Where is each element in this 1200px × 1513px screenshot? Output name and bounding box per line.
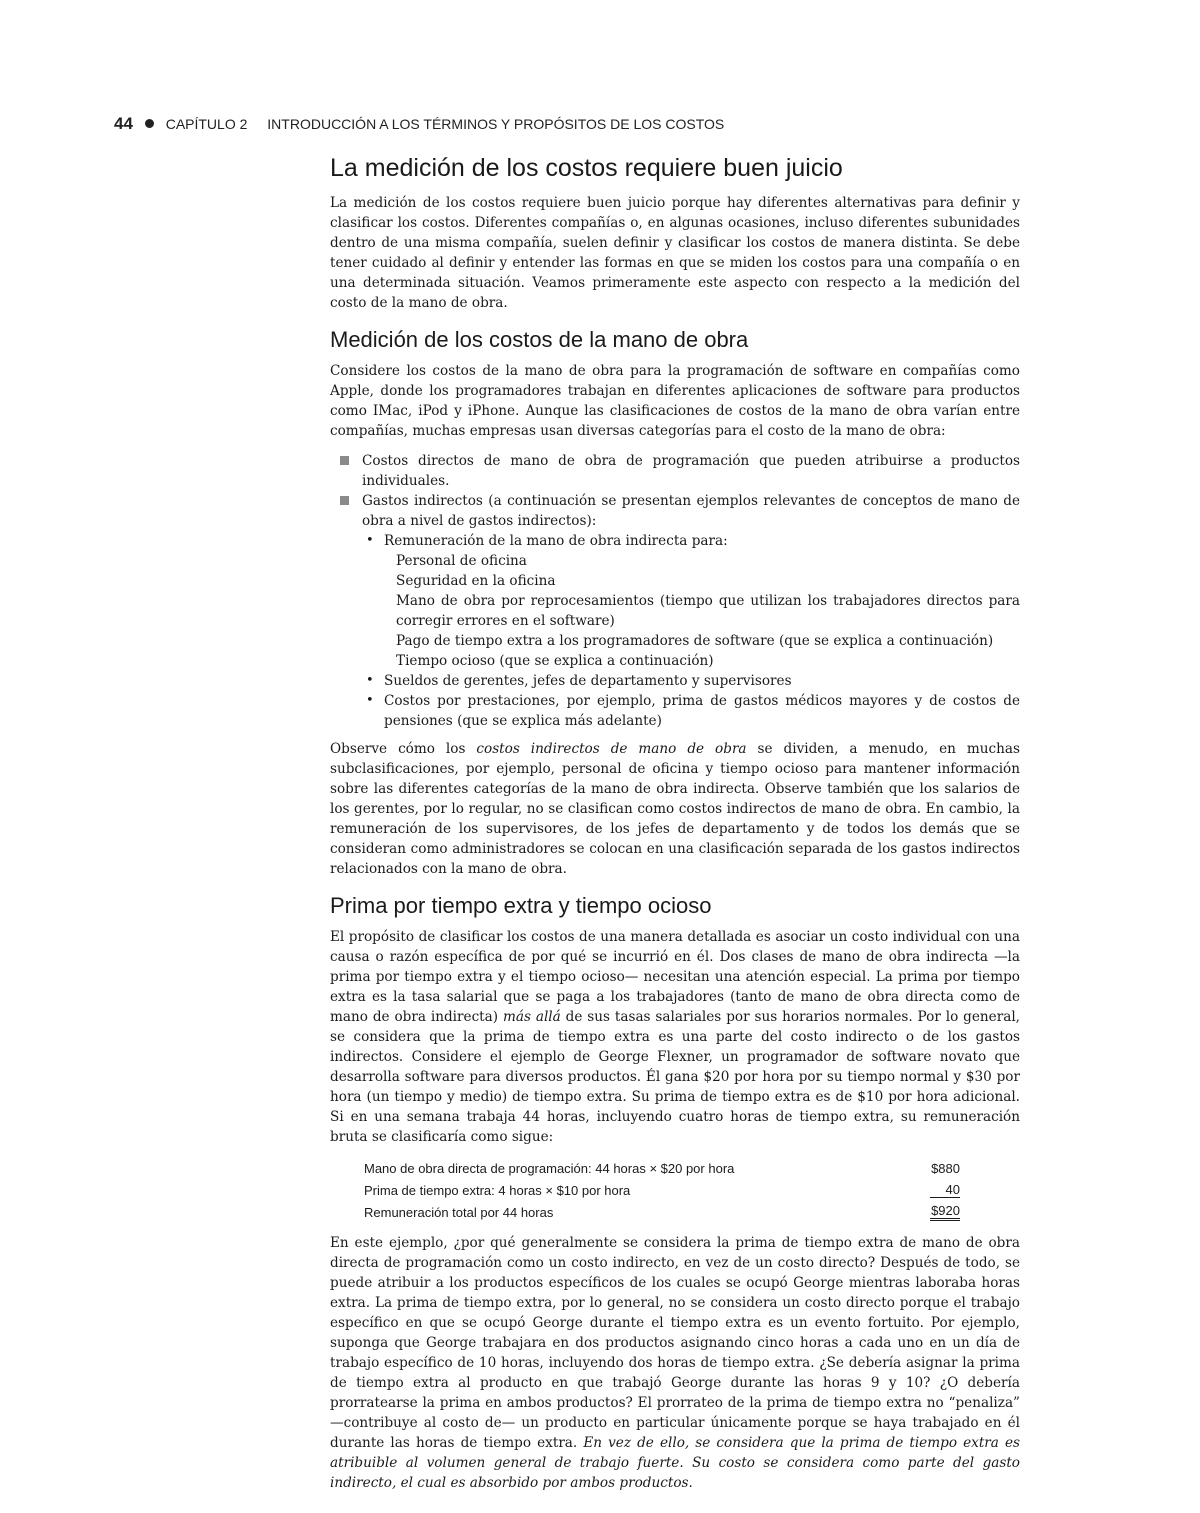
- square-bullet-icon: [340, 496, 349, 505]
- list-item: Personal de oficina: [396, 553, 527, 569]
- text-run: Observe cómo los: [330, 741, 477, 757]
- running-head: [114, 114, 1014, 134]
- section-title-cost-measurement: La medición de los costos requiere buen juicio: [330, 154, 843, 182]
- round-bullet-icon: •: [366, 533, 374, 548]
- main-content: [330, 154, 1020, 1503]
- list-item-text: Costos directos de mano de obra de programación que pueden atribuirse a productos individuales.: [362, 453, 1020, 489]
- paragraph-indirect-labor: [330, 739, 1020, 879]
- list-item: [362, 531, 1020, 671]
- table-row: [364, 1201, 960, 1223]
- list-item: Tiempo ocioso (que se explica a continuación): [396, 653, 714, 669]
- list-item: Pago de tiempo extra a los programadores de software (que se explica a continuación): [396, 633, 994, 649]
- list-item-text: Sueldos de gerentes, jefes de departamento y supervisores: [384, 673, 792, 689]
- list-item: Mano de obra por reprocesamientos (tiempo que utilizan los trabajadores directos para corregir errores en el software): [396, 593, 1020, 629]
- paragraph-cost-measurement: La medición de los costos requiere buen juicio porque hay diferentes alternativas para definir y clasificar los costos. Diferentes compañías o, en algunas ocasiones, incluso diferentes subunidades dentro de una misma compañía, suelen definir y clasificar los costos de manera distinta. Se debe tener cuidado al definir y entender las formas en que se miden los costos para una compañía o en una determinada situación. Veamos primeramente este aspecto con respecto a la medición del costo de la mano de obra.: [330, 195, 1020, 311]
- amount-value: $880: [931, 1160, 960, 1176]
- table-row: [364, 1179, 960, 1201]
- chapter-title: INTRODUCCIÓN A LOS TÉRMINOS Y PROPÓSITOS DE LOS COSTOS: [267, 116, 725, 132]
- list-item-text: Gastos indirectos (a continuación se presentan ejemplos relevantes de conceptos de mano de obra a nivel de gastos indirectos):: [362, 493, 1020, 529]
- emphasis: más allá: [502, 1009, 561, 1025]
- list-item: [330, 491, 1020, 731]
- table-cell-label: Mano de obra directa de programación: 44 horas × $20 por hora: [364, 1160, 735, 1176]
- list-item: Seguridad en la oficina: [396, 573, 556, 589]
- list-item: [330, 451, 1020, 491]
- emphasis: En vez de ello, se considera que la prima de tiempo extra es atribuible al volumen general de trabajo fuerte. Su costo se considera como parte del gasto indirecto, el cual es absorbido por ambos productos.: [330, 1435, 1021, 1491]
- list-item-text: Remuneración de la mano de obra indirecta para:: [384, 533, 728, 549]
- table-cell-label: Remuneración total por 44 horas: [364, 1204, 554, 1220]
- section-title-overtime: Prima por tiempo extra y tiempo ocioso: [330, 893, 712, 918]
- table-row: [364, 1157, 960, 1179]
- overhead-sublist: [362, 531, 1020, 731]
- table-cell-amount: [880, 1157, 960, 1179]
- text-run: de sus tasas salariales por sus horarios normales. Por lo general, se considera que la prima de tiempo extra es una parte del costo indirecto o de los gastos indirectos. Considere el ejemplo de George Flexner, un programador de software novato que desarrolla software para diversos productos. Él gana $20 por hora por su tiempo normal y $30 por hora (un tiempo y medio) de tiempo extra. Su prima de tiempo extra es de $10 por hora adicional. Si en una semana trabaja 44 horas, incluyendo cuatro horas de tiempo extra, su remuneración bruta se clasificaría como sigue:: [330, 1009, 1020, 1145]
- round-bullet-icon: •: [366, 693, 374, 708]
- section-title-labor-costs: Medición de los costos de la mano de obra: [330, 327, 749, 352]
- page-number: 44: [114, 114, 133, 133]
- text-run: se dividen, a menudo, en muchas subclasificaciones, por ejemplo, personal de oficina y tiempo ocioso para mantener información sobre las diferentes categorías de la mano de obra indirecta. Observe también que los salarios de los gerentes, por lo regular, no se clasifican como costos indirectos de mano de obra. En cambio, la remuneración de los supervisores, de los jefes de departamento y de todos los demás que se consideran como administradores se colocan en una clasificación separada de los gastos indirectos relacionados con la mano de obra.: [330, 741, 1020, 877]
- list-item: [362, 671, 1020, 691]
- emphasis: costos indirectos de mano de obra: [476, 741, 747, 757]
- bullet-dot-icon: [145, 119, 154, 128]
- table-cell-amount: [880, 1201, 960, 1223]
- round-bullet-icon: •: [366, 673, 374, 688]
- paragraph-overtime-example: [330, 1233, 1020, 1493]
- indirect-labor-items: [384, 551, 1020, 671]
- table-cell-label: Prima de tiempo extra: 4 horas × $10 por hora: [364, 1182, 631, 1198]
- amount-value: $920: [930, 1203, 960, 1221]
- labor-categories-list: [330, 451, 1020, 731]
- list-item: [362, 691, 1020, 731]
- text-run: En este ejemplo, ¿por qué generalmente se considera la prima de tiempo extra de mano de obra directa de programación como un costo indirecto, en vez de un costo directo? Después de todo, se puede atribuir a los productos específicos de los cuales se ocupó George mientras laboraba horas extra. La prima de tiempo extra, por lo general, no se considera un costo directo porque el trabajo específico en que se ocupó George durante el tiempo extra es un evento fortuito. Por ejemplo, suponga que George trabajara en dos productos asignando cinco horas a cada uno en un día de trabajo específico de 10 horas, incluyendo dos horas de tiempo extra. ¿Se debería asignar la prima de tiempo extra al producto en que trabajó George durante las horas 9 y 10? ¿O debería prorratearse la prima en ambos productos? El prorrateo de la prima de tiempo extra no “penaliza” —contribuye al costo de— un producto en particular únicamente porque se haya trabajado en él durante las horas de tiempo extra.: [330, 1235, 1020, 1451]
- compensation-table: [364, 1157, 960, 1223]
- amount-value: 40: [930, 1182, 960, 1198]
- text-run: El propósito de clasificar los costos de una manera detallada es asociar un costo individual con una causa o razón específica de por qué se incurrió en él. Dos clases de mano de obra indirecta —la prima por tiempo extra y el tiempo ocioso— necesitan una atención especial. La prima por tiempo extra es la tasa salarial que se paga a los trabajadores (tanto de mano de obra directa como de mano de obra indirecta): [330, 929, 1020, 1025]
- list-item-text: Costos por prestaciones, por ejemplo, prima de gastos médicos mayores y de costos de pensiones (que se explica más adelante): [384, 693, 1020, 729]
- paragraph-labor-costs: Considere los costos de la mano de obra para la programación de software en compañías como Apple, donde los programadores trabajan en diferentes aplicaciones de software para productos como IMac, iPod y iPhone. Aunque las clasificaciones de costos de la mano de obra varían entre compañías, muchas empresas usan diversas categorías para el costo de la mano de obra:: [330, 363, 1020, 439]
- table-cell-amount: [880, 1179, 960, 1201]
- square-bullet-icon: [340, 456, 349, 465]
- chapter-label: CAPÍTULO 2: [165, 116, 248, 132]
- paragraph-overtime: [330, 927, 1020, 1147]
